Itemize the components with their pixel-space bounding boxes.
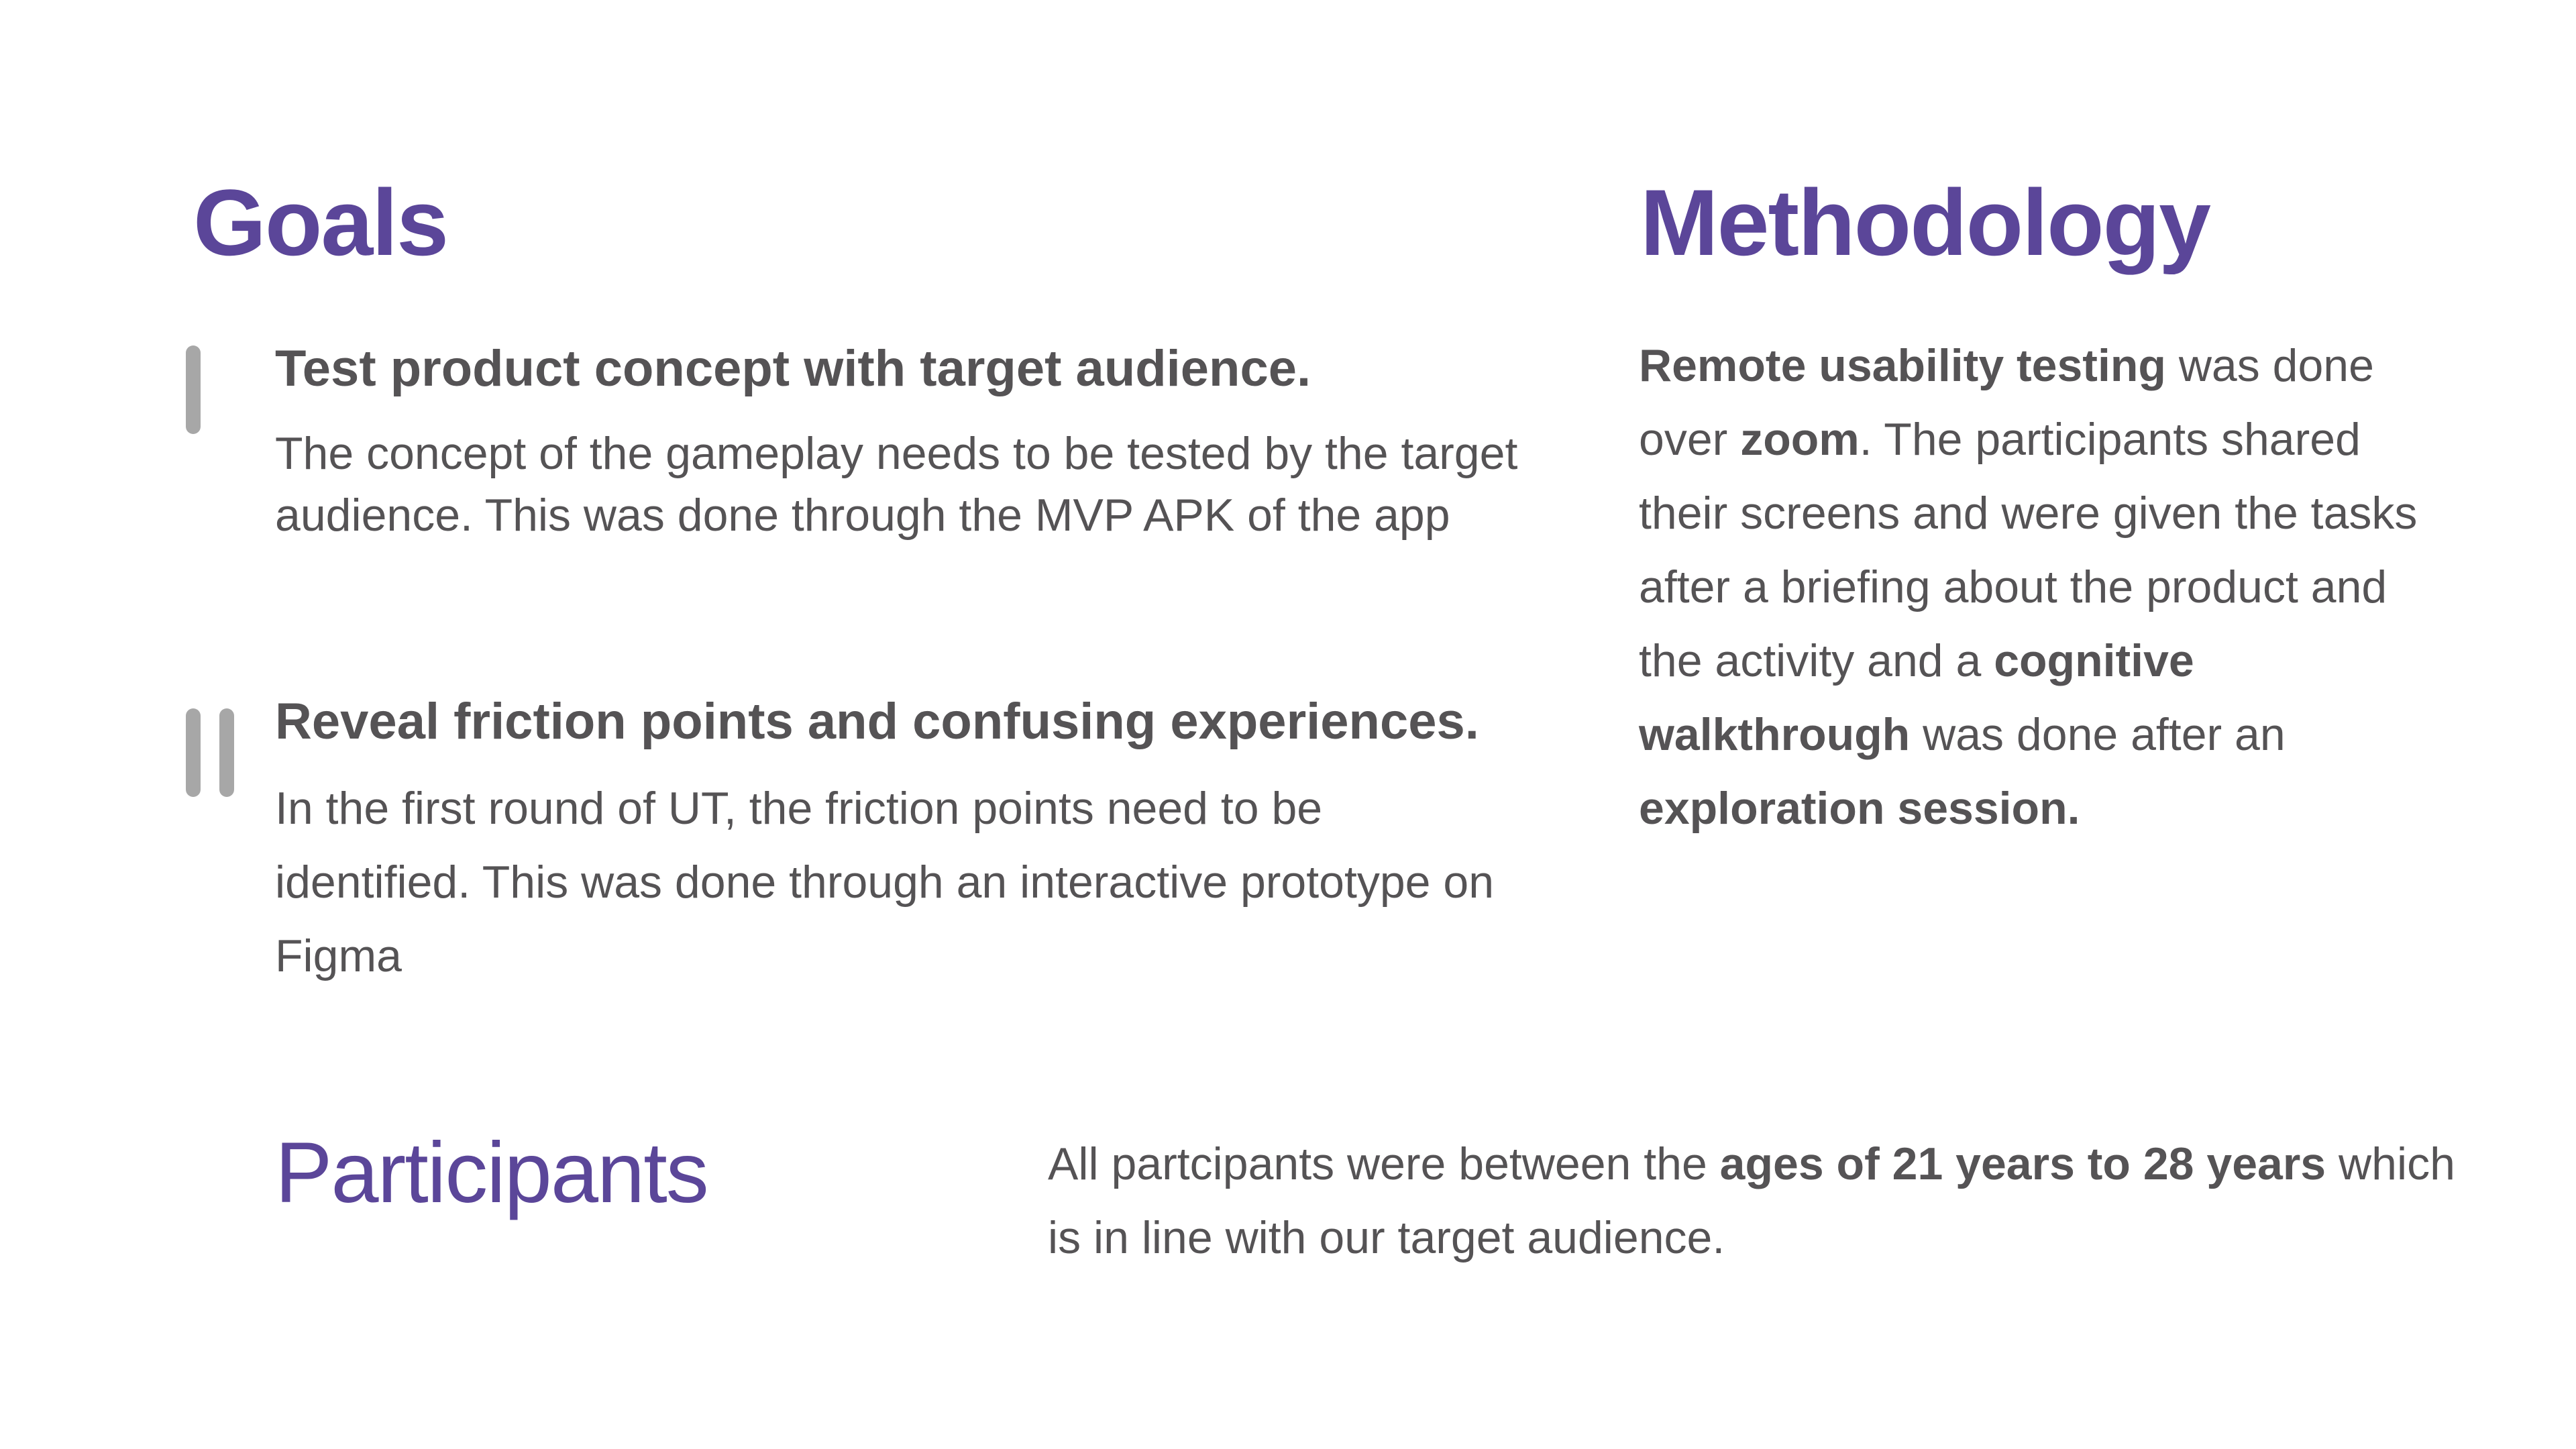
marker-bar <box>219 708 234 797</box>
participants-paragraph <box>1048 1127 2457 1275</box>
methodology-emphasis: exploration session. <box>1639 783 2080 834</box>
goal-1-description: The concept of the gameplay needs to be tested by the target audience. This was done through the MVP APK of the app <box>275 428 1518 541</box>
roman-two-marker-icon <box>186 708 234 797</box>
methodology-emphasis: cognitive walkthrough <box>1639 635 2194 760</box>
goal-2-description: In the first round of UT, the friction points need to be identified. This was done through an interactive prototype on Figma <box>275 783 1495 981</box>
participants-text: All partcipants were between the <box>1048 1138 1720 1189</box>
methodology-paragraph <box>1639 329 2444 845</box>
participants-emphasis: ages of 21 years to 28 years <box>1719 1138 2326 1189</box>
participants-heading: Participants <box>275 1125 708 1221</box>
methodology-heading: Methodology <box>1640 170 2210 275</box>
methodology-emphasis: Remote usability testing <box>1639 340 2166 391</box>
methodology-text: was done over <box>1639 340 2374 465</box>
goals-heading: Goals <box>193 170 448 275</box>
roman-one-marker-icon <box>186 345 201 434</box>
goal-2-title: Reveal friction points and confusing experiences. <box>275 693 1479 750</box>
methodology-emphasis: zoom <box>1740 414 1860 465</box>
marker-bar <box>186 708 201 797</box>
methodology-text: was done after an <box>1910 709 2286 760</box>
participants-text: which is in line with our target audience. <box>1048 1138 2455 1263</box>
goal-1-title: Test product concept with target audience. <box>275 340 1311 397</box>
methodology-text: . The participants shared their screens and were given the tasks after a briefing about the product and the activity and a <box>1639 414 2418 686</box>
marker-bar <box>186 345 201 434</box>
